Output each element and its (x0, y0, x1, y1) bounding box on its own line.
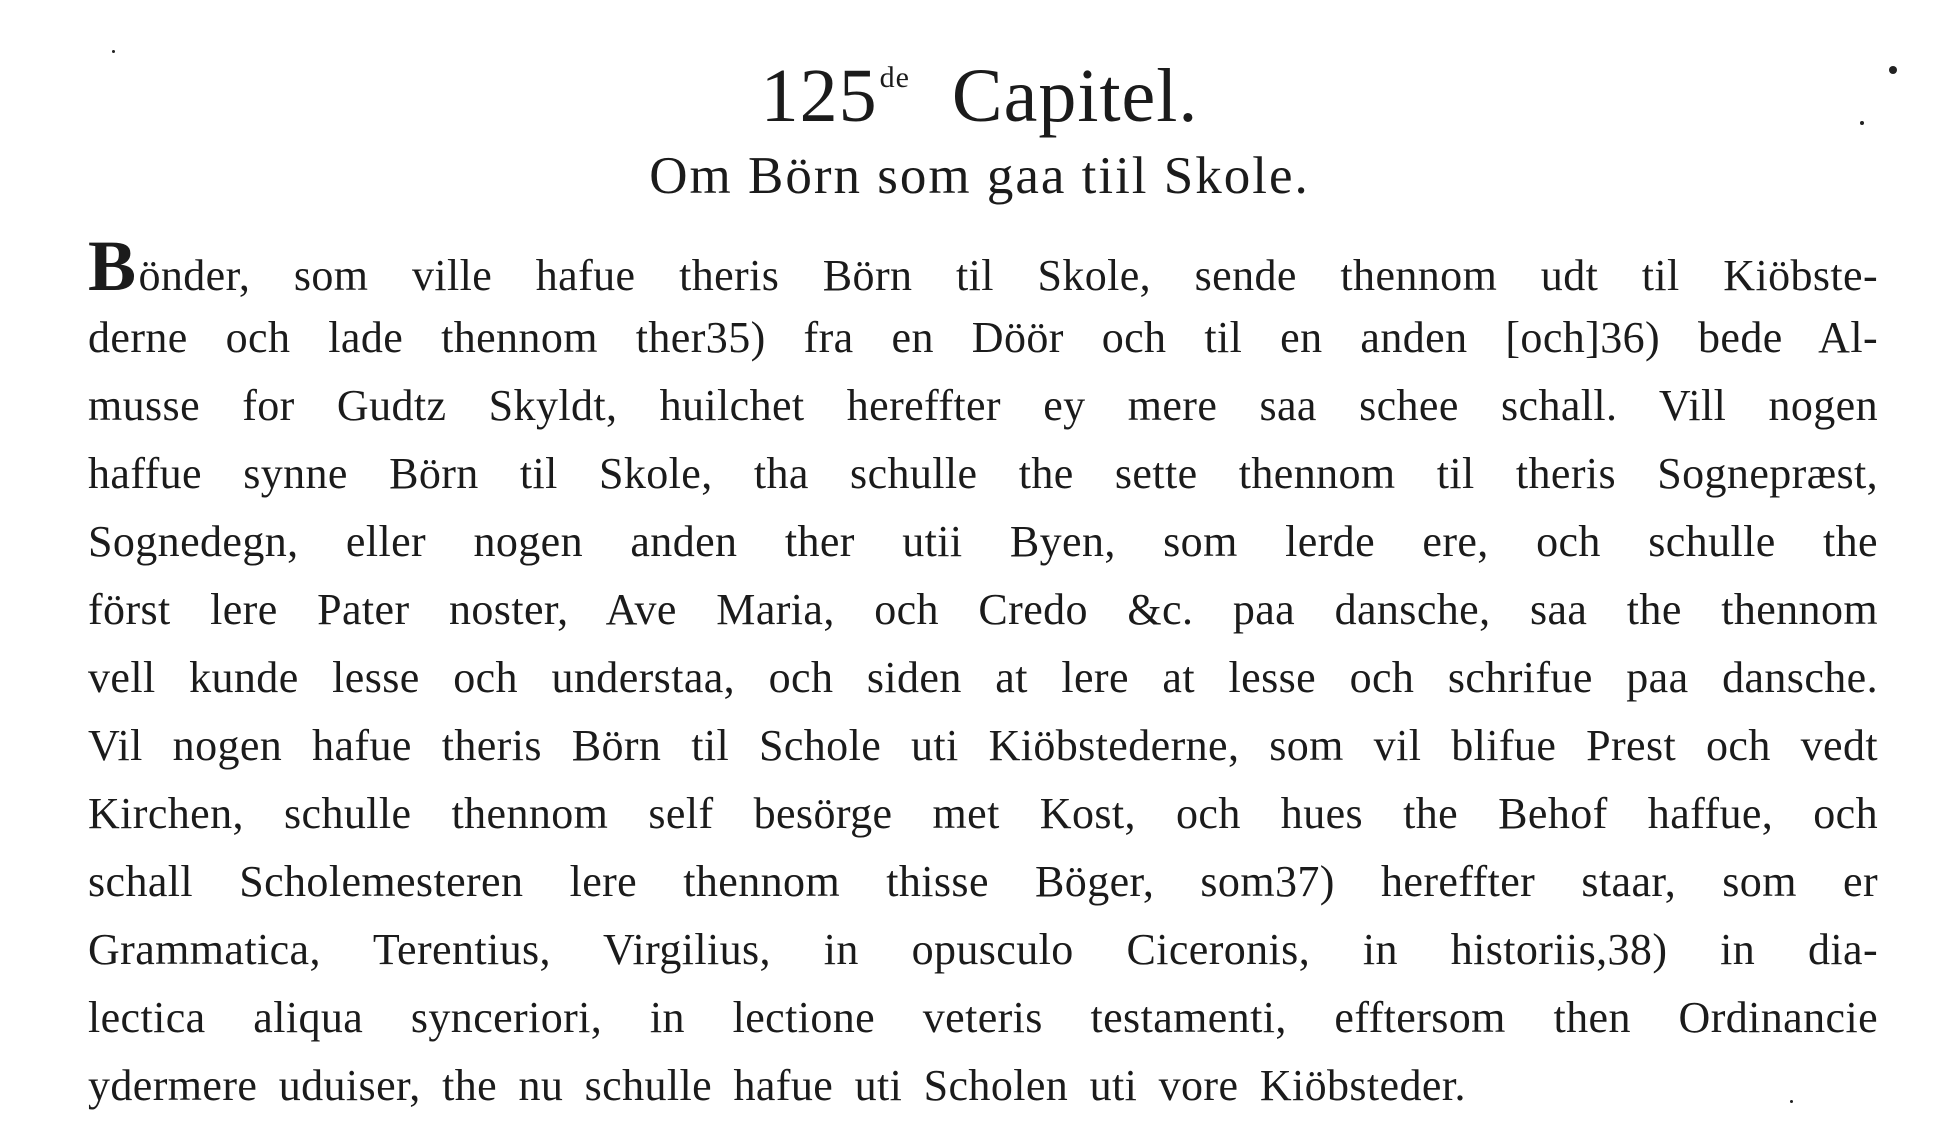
text-line-2: derne och lade thennom ther35) fra en Döör och til en anden [och]36) bede Al- (88, 313, 1878, 362)
text-line-13: ydermere uduiser, the nu schulle hafue uti Scholen uti vore Kiöbsteder. (88, 1061, 1466, 1110)
text-line-4: haffue synne Börn til Skole, tha schulle the sette thennom til theris Sognepræst, (88, 449, 1878, 498)
print-speck (1790, 1100, 1793, 1103)
drop-cap: B (88, 226, 137, 306)
chapter-ordinal-suffix: de (879, 61, 910, 94)
text-line-3: musse for Gudtz Skyldt, huilchet hereffter ey mere saa schee schall. Vill nogen (88, 381, 1878, 430)
body-paragraph (88, 226, 1878, 1120)
text-line-11: Grammatica, Terentius, Virgilius, in opusculo Ciceronis, in historiis,38) in dia- (88, 925, 1878, 974)
chapter-title: Capitel. (951, 54, 1199, 138)
first-line-text: önder, som ville hafue theris Börn til Skole, sende thennom udt til Kiöbste- (138, 251, 1878, 300)
text-line-12: lectica aliqua synceriori, in lectione veteris testamenti, efftersom then Ordinancie (88, 993, 1878, 1042)
text-line-10: schall Scholemesteren lere thennom thisse Böger, som37) hereffter staar, som er (88, 857, 1878, 906)
chapter-number: 125 (760, 54, 878, 138)
print-speck (1860, 121, 1864, 125)
print-speck (1889, 66, 1897, 74)
text-line-9: Kirchen, schulle thennom self besörge met Kost, och hues the Behof haffue, och (88, 789, 1878, 838)
text-line-6: först lere Pater noster, Ave Maria, och Credo &c. paa dansche, saa the thennom (88, 585, 1878, 634)
print-speck (112, 50, 115, 53)
text-line-7: vell kunde lesse och understaa, och siden at lere at lesse och schrifue paa dansche. (88, 653, 1878, 702)
chapter-subtitle: Om Börn som gaa tiil Skole. (649, 147, 1310, 205)
chapter-heading (0, 28, 1959, 146)
text-line-5: Sognedegn, eller nogen anden ther utii Byen, som lerde ere, och schulle the (88, 517, 1878, 566)
text-line-1 (88, 226, 1878, 306)
text-line-8: Vil nogen hafue theris Börn til Schole uti Kiöbstederne, som vil blifue Prest och vedt (88, 721, 1878, 770)
